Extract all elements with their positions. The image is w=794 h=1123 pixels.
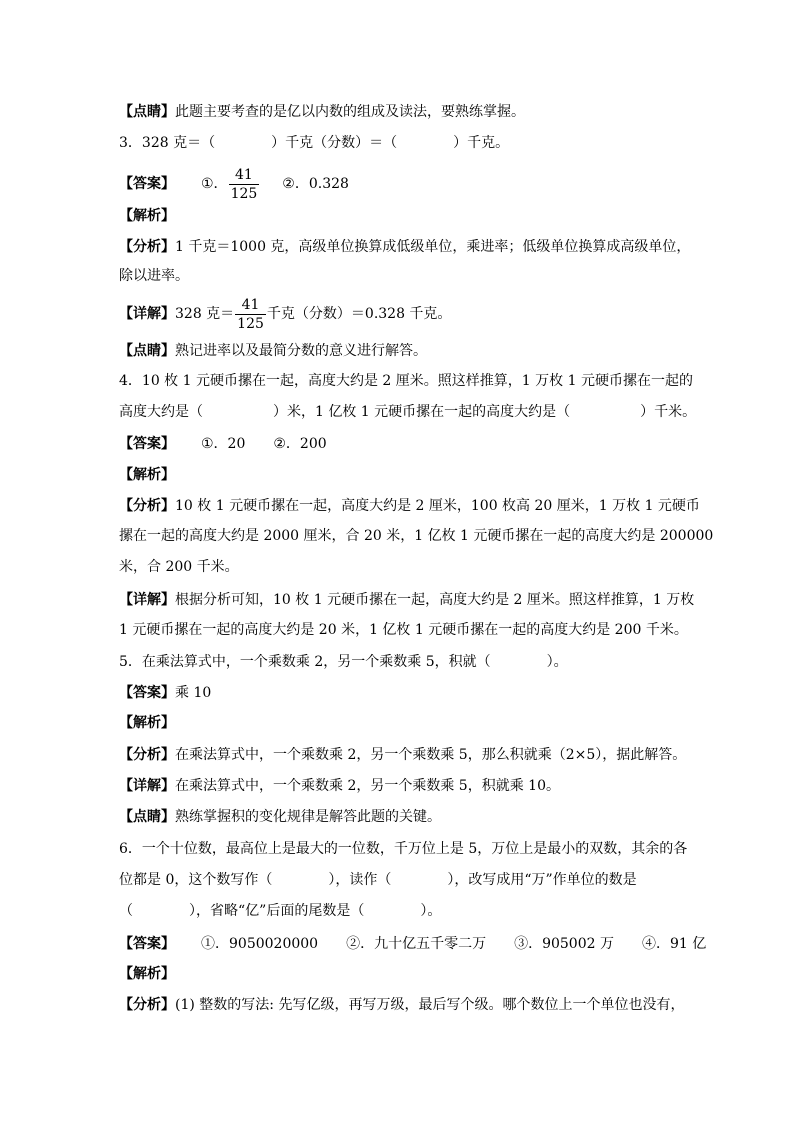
question-6-text-2: 位都是 0，这个数写作（ ），读作（ ），改写成用“万”作单位的数是: [119, 872, 637, 888]
question-6-line-3: [119, 901, 441, 921]
question-4-text: 4．10 枚 1 元硬币摞在一起，高度大约是 2 厘米。照这样推算，1 万枚 1 元硬币摞在一起的: [119, 373, 693, 389]
answer-1-marker: ①．: [201, 176, 228, 192]
q3-jiexi-line: [119, 206, 175, 226]
tag-dianjing: 【点睛】: [119, 809, 175, 825]
xiangjie-pre: 328 克＝: [175, 306, 235, 322]
tag-jiexi: 【解析】: [119, 715, 175, 731]
answer-1-fraction: [229, 166, 260, 203]
question-4: [119, 371, 693, 391]
tag-answer: 【答案】: [119, 936, 175, 952]
fenxi-text: (1) 整数的写法: 先写亿级，再写万级，最后写个级。哪个数位上一个单位也没有，: [175, 997, 685, 1013]
fenxi-text: 1 千克＝1000 克，高级单位换算成低级单位，乘进率；低级单位换算成高级单位，: [175, 239, 691, 255]
q3-answer-line: [119, 164, 349, 204]
question-3: [119, 133, 509, 153]
dianjing-text: 熟练掌握积的变化规律是解答此题的关键。: [175, 809, 441, 825]
q3-dianjing-line: [119, 341, 427, 361]
fenxi-text: 在乘法算式中，一个乘数乘 2，另一个乘数乘 5，那么积就乘（2×5），据此解答。: [175, 747, 687, 763]
fenxi-text-3: 米，合 200 千米。: [119, 559, 239, 575]
q3-fenxi-line-2: [119, 266, 189, 286]
question-6: [119, 839, 687, 859]
tag-dianjing: 【点睛】: [119, 343, 175, 359]
answer-text: 乘 10: [175, 685, 212, 701]
q5-fenxi-line: [119, 745, 686, 765]
fenxi-text-2: 除以进率。: [119, 268, 189, 284]
question-4-line-2: [119, 402, 696, 422]
q4-fenxi-line-3: [119, 557, 239, 577]
q4-fenxi-line-2: [119, 526, 713, 546]
q3-fenxi-line: [119, 237, 690, 257]
tag-answer: 【答案】: [119, 685, 175, 701]
tag-jiexi: 【解析】: [119, 467, 175, 483]
question-5-text: 5．在乘法算式中，一个乘数乘 2，另一个乘数乘 5，积就（ ）。: [119, 654, 568, 670]
tag-xiangjie: 【详解】: [119, 306, 175, 322]
q6-jiexi-line: [119, 964, 175, 984]
tag-jiexi: 【解析】: [119, 966, 175, 982]
xiangjie-text: 在乘法算式中，一个乘数乘 2，另一个乘数乘 5，积就乘 10。: [175, 778, 560, 794]
q4-fenxi-line: [119, 496, 700, 516]
question-6-text-3: （ ），省略“亿”后面的尾数是（ ）。: [119, 903, 442, 919]
answer-text: ①．9050020000 ②．九十亿五千零二万 ③．905002 万 ④．91 亿: [201, 936, 707, 952]
tag-xiangjie: 【详解】: [119, 592, 175, 608]
q5-xiangjie-line: [119, 776, 560, 796]
q5-jiexi-line: [119, 713, 175, 733]
q4-jiexi-line: [119, 465, 175, 485]
question-6-line-2: [119, 870, 637, 890]
q5-answer-line: [119, 683, 211, 703]
q6-answer-line: [119, 934, 706, 954]
tag-jiexi: 【解析】: [119, 208, 175, 224]
q4-answer-line: [119, 434, 327, 454]
dianjing-text: 熟记进率以及最简分数的意义进行解答。: [175, 343, 427, 359]
answer-text: ①．20 ②．200: [201, 436, 327, 452]
q3-xiangjie-line: [119, 294, 451, 334]
xiangjie-text-2: 1 元硬币摞在一起的高度大约是 20 米，1 亿枚 1 元硬币摞在一起的高度大约是 200 千米。: [119, 622, 688, 638]
dianjing-text: 此题主要考查的是亿以内数的组成及读法，要熟练掌握。: [175, 104, 525, 120]
fraction-numerator: 41: [235, 296, 266, 315]
fraction-denominator: 125: [230, 185, 258, 202]
fenxi-text-2: 摞在一起的高度大约是 2000 厘米，合 20 米，1 亿枚 1 元硬币摞在一起的高度大约是 200000: [119, 528, 714, 544]
tag-fenxi: 【分析】: [119, 997, 175, 1013]
xiangjie-text: 根据分析可知，10 枚 1 元硬币摞在一起，高度大约是 2 厘米。照这样推算，1 万枚: [175, 592, 695, 608]
answer-2: ②．0.328: [282, 176, 349, 192]
q4-xiangjie-line: [119, 590, 694, 610]
q6-fenxi-line: [119, 995, 684, 1015]
tag-fenxi: 【分析】: [119, 498, 175, 514]
tag-fenxi: 【分析】: [119, 747, 175, 763]
tag-answer: 【答案】: [119, 176, 175, 192]
question-3-text: 3．328 克＝（ ）千克（分数）＝（ ）千克。: [119, 135, 510, 151]
q5-dianjing-line: [119, 807, 441, 827]
question-4-text-2: 高度大约是（ ）米，1 亿枚 1 元硬币摞在一起的高度大约是（ ）千米。: [119, 404, 697, 420]
q2-dianjing-line: [119, 102, 525, 122]
q4-xiangjie-line-2: [119, 620, 688, 640]
fenxi-text: 10 枚 1 元硬币摞在一起，高度大约是 2 厘米，100 枚高 20 厘米，1 万枚 1 元硬币: [175, 498, 700, 514]
tag-xiangjie: 【详解】: [119, 778, 175, 794]
question-5: [119, 652, 568, 672]
tag-dianjing: 【点睛】: [119, 104, 175, 120]
xiangjie-post: 千克（分数）＝0.328 千克。: [266, 306, 452, 322]
xiangjie-fraction: [235, 296, 266, 333]
tag-answer: 【答案】: [119, 436, 175, 452]
fraction-denominator: 125: [237, 315, 264, 332]
fraction-numerator: 41: [229, 166, 260, 185]
question-6-text: 6．一个十位数，最高位上是最大的一位数，千万位上是 5，万位上是最小的双数，其余的各: [119, 841, 688, 857]
tag-fenxi: 【分析】: [119, 239, 175, 255]
